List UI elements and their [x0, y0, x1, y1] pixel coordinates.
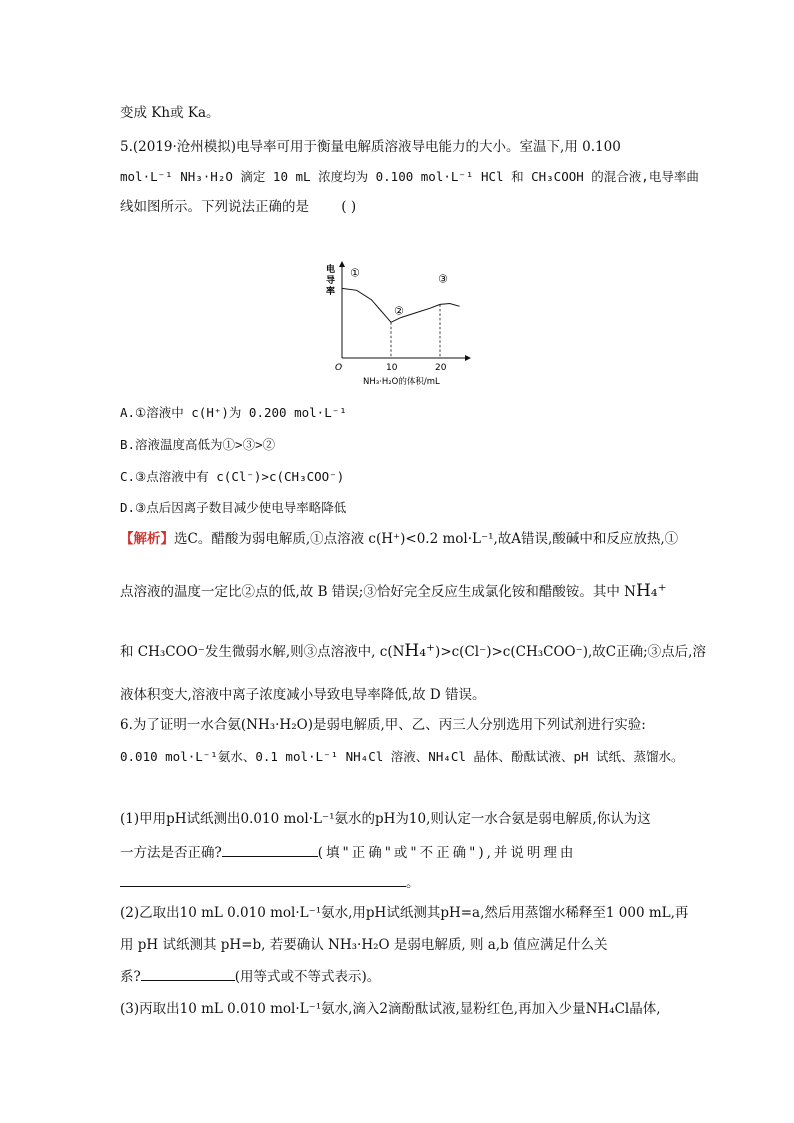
- analysis-line1: [120, 530, 678, 548]
- conductivity-chart: [320, 258, 500, 388]
- analysis-text1: 选C。醋酸为弱电解质,①点溶液 c(H⁺)<0.2 mol·L⁻¹,故A错误,酸碱中和反应放热,①: [174, 531, 679, 547]
- analysis-line4: 液体积变大,溶液中离子浓度减小导致电导率降低,故 D 错误。: [120, 687, 486, 703]
- q5-stem-line1: 5.(2019·沧州模拟)电导率可用于衡量电解质溶液导电能力的大小。室温下,用 0.100: [120, 139, 621, 155]
- q6-part1-line3: [120, 872, 420, 892]
- option-c: C.③点溶液中有 c(Cl⁻)>c(CH₃COO⁻): [120, 469, 345, 484]
- y-axis-label-char: 率: [326, 287, 336, 297]
- analysis-line3: [120, 642, 706, 661]
- q6-stem-line2: 0.010 mol·L⁻¹氨水、0.1 mol·L⁻¹ NH₄Cl 溶液、NH₄Cl 晶体、酚酞试液、pH 试纸、蒸馏水。: [120, 749, 684, 764]
- q6-part2-line2: 用 pH 试纸测其 pH=b, 若要确认 NH₃·H₂O 是弱电解质, 则 a,b 值应满足什么关: [120, 937, 608, 953]
- q6-part1-text2b: (填"正确"或"不正确"),并说明理由: [317, 845, 577, 861]
- q5-stem-line2: mol·L⁻¹ NH₃·H₂O 滴定 10 mL 浓度均为 0.100 mol·L⁻¹ HCl 和 CH₃COOH 的混合液,电导率曲: [120, 169, 699, 184]
- intro-line: 变成 Kh或 Ka。: [120, 105, 220, 121]
- answer-blank-2[interactable]: [120, 872, 406, 887]
- answer-blank-1[interactable]: [222, 842, 318, 857]
- option-b: B.溶液温度高低为①>③>②: [120, 437, 276, 452]
- y-axis-label-char: 导: [326, 276, 336, 286]
- point-label: ③: [438, 272, 448, 286]
- analysis-text3b: )>c(Cl⁻)>c(CH₃COO⁻),故C正确;③点后,溶: [435, 644, 706, 660]
- option-d: D.③点后因离子数目减少使电导率略降低: [120, 500, 347, 515]
- nh4-formula: H₄⁺: [635, 581, 667, 601]
- x-tick-label: 20: [435, 363, 447, 373]
- q6-part2-text3b: (用等式或不等式表示)。: [234, 969, 381, 985]
- q6-part1-end: 。: [406, 875, 420, 891]
- analysis-line2: [120, 582, 667, 601]
- q5-stem-text: 线如图所示。下列说法正确的是: [120, 199, 309, 215]
- q6-part1-line2: [120, 842, 576, 862]
- q6-stem-line1: 6.为了证明一水合氨(NH₃·H₂O)是弱电解质,甲、乙、丙三人分别选用下列试剂进行实验:: [120, 717, 646, 733]
- x-axis-label: NH₃·H₂O的体积/mL: [363, 377, 440, 387]
- q6-part2-line1: (2)乙取出10 mL 0.010 mol·L⁻¹氨水,用pH试纸测其pH=a,然后用蒸馏水稀释至1 000 mL,再: [120, 905, 689, 921]
- origin-label: O: [335, 363, 343, 373]
- option-a: A.①溶液中 c(H⁺)为 0.200 mol·L⁻¹: [120, 405, 347, 420]
- q5-stem-line3: [120, 198, 356, 216]
- q6-part2-line3: [120, 966, 380, 986]
- analysis-text3a: 和 CH₃COO⁻发生微弱水解,则③点溶液中, c(N: [120, 644, 405, 660]
- q6-part2-text3a: 系?: [120, 969, 141, 985]
- point-label: ②: [394, 304, 404, 318]
- q6-part1-text2a: 一方法是否正确?: [120, 845, 222, 861]
- answer-parenthesis: ( ): [341, 199, 357, 215]
- analysis-tag: 【解析】: [120, 531, 174, 547]
- q6-part3-line1: (3)丙取出10 mL 0.010 mol·L⁻¹氨水,滴入2滴酚酞试液,显粉红色,再加入少量NH₄Cl晶体,: [120, 1001, 661, 1017]
- nh4-formula-2: H₄⁺: [404, 641, 436, 661]
- y-axis-label-char: 电: [326, 265, 336, 275]
- q6-part1-line1: (1)甲用pH试纸测出0.010 mol·L⁻¹氨水的pH为10,则认定一水合氨是弱电解质,你认为这: [120, 811, 651, 827]
- x-tick-label: 10: [386, 363, 398, 373]
- point-label: ①: [350, 266, 360, 280]
- answer-blank-3[interactable]: [141, 966, 235, 981]
- analysis-text2: 点溶液的温度一定比②点的低,故 B 错误;③恰好完全反应生成氯化铵和醋酸铵。其中 N: [120, 584, 636, 600]
